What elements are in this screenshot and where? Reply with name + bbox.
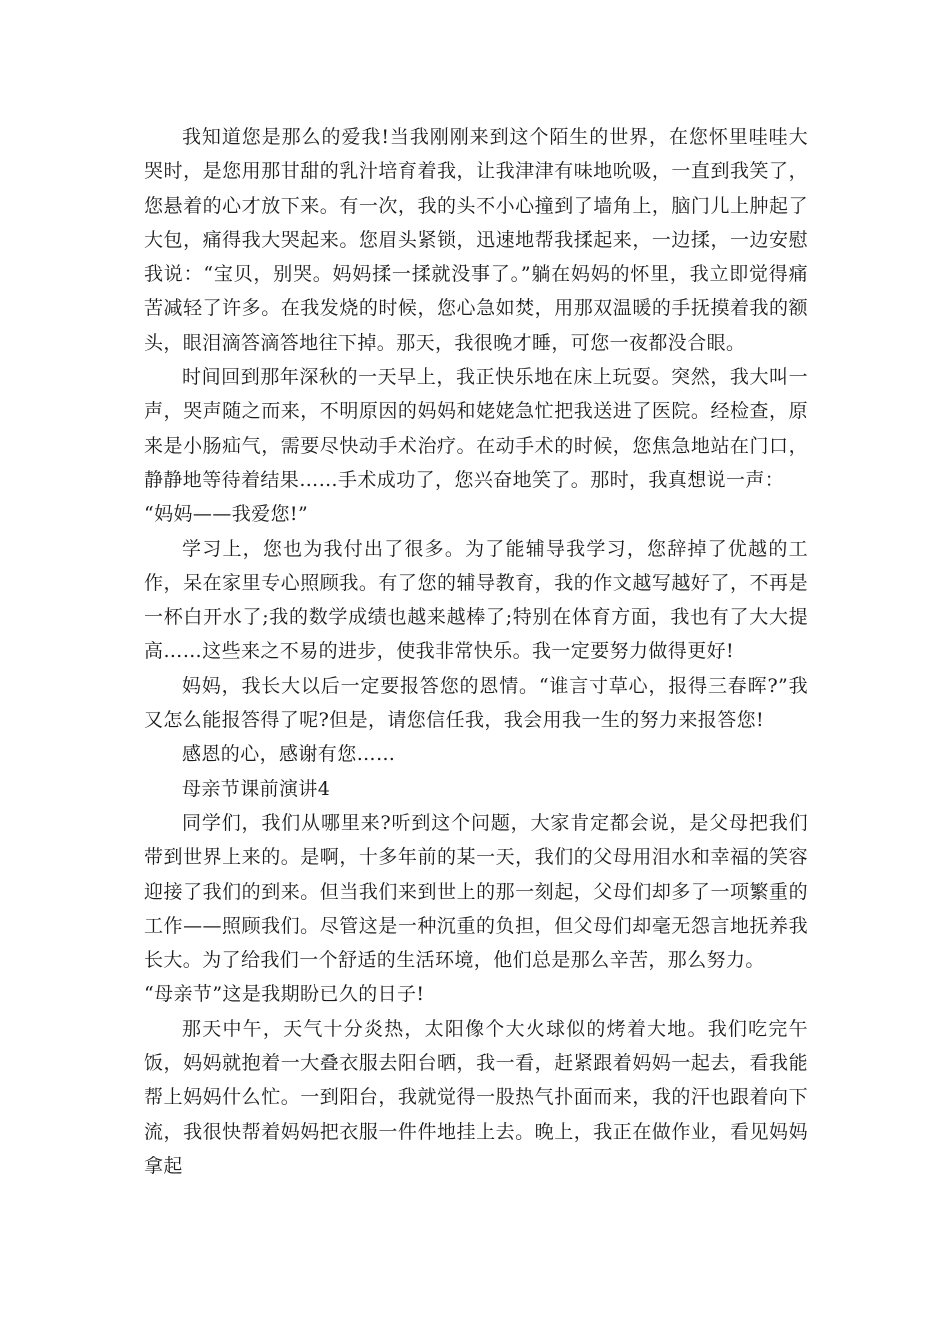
paragraph-noon: 那天中午，天气十分炎热，太阳像个大火球似的烤着大地。我们吃完午饭，妈妈就抱着一大叠衣服去阳台晒，我一看，赶紧跟着妈妈一起去，看我能帮上妈妈什么忙。一到阳台，我就觉得一股热气扑面而来，我的汗也跟着向下流，我很快帮着妈妈把衣服一件件地挂上去。晚上，我正在做作业，看见妈妈拿起 [144, 1017, 808, 1177]
paragraph-love-infancy: 我知道您是那么的爱我!当我刚刚来到这个陌生的世界，在您怀里哇哇大哭时，是您用那甘甜的乳汁培育着我，让我津津有味地吮吸，一直到我笑了，您悬着的心才放下来。有一次，我的头不小心撞到了墙角上，脑门儿上肿起了大包，痛得我大哭起来。您眉头紧锁，迅速地帮我揉起来，一边揉，一边安慰我说：“宝贝，别哭。妈妈揉一揉就没事了。”躺在妈妈的怀里，我立即觉得痛苦减轻了许多。在我发烧的时候，您心急如焚，用那双温暖的手抚摸着我的额头，眼泪滴答滴答地往下掉。那天，我很晚才睡，可您一夜都没合眼。 [144, 126, 808, 354]
paragraph-grateful: 感恩的心，感谢有您…… [182, 743, 396, 766]
paragraph-where-from: 同学们，我们从哪里来?听到这个问题，大家肯定都会说，是父母把我们带到世界上来的。是啊，十多年前的某一天，我们的父母用泪水和幸福的笑容迎接了我们的到来。但当我们来到世上的那一刻起，父母们却多了一项繁重的工作——照顾我们。尽管这是一种沉重的负担，但父母们却毫无怨言地抚养我长大。为了给我们一个舒适的生活环境，他们总是那么辛苦，那么努力。 [144, 811, 808, 972]
paragraph-study: 学习上，您也为我付出了很多。为了能辅导我学习，您辞掉了优越的工作，呆在家里专心照顾我。有了您的辅导教育，我的作文越写越好了，不再是一杯白开水了;我的数学成绩也越来越棒了;特别在体育方面，我也有了大大提高……这些来之不易的进步，使我非常快乐。我一定要努力做得更好! [144, 537, 808, 663]
paragraph-quote-love: “妈妈——我爱您!” [144, 503, 309, 526]
paragraph-mothers-day: “母亲节”这是我期盼已久的日子! [144, 983, 425, 1006]
paragraph-repay: 妈妈，我长大以后一定要报答您的恩情。“谁言寸草心，报得三春晖?”我又怎么能报答得了呢?但是，请您信任我，我会用我一生的努力来报答您! [144, 674, 808, 732]
paragraph-hospital: 时间回到那年深秋的一天早上，我正快乐地在床上玩耍。突然，我大叫一声，哭声随之而来，不明原因的妈妈和姥姥急忙把我送进了医院。经检查，原来是小肠疝气，需要尽快动手术治疗。在动手术的时候，您焦急地站在门口，静静地等待着结果……手术成功了，您兴奋地笑了。那时，我真想说一声： [144, 366, 808, 491]
document-body [144, 120, 808, 1183]
section-heading: 母亲节课前演讲4 [182, 777, 331, 800]
